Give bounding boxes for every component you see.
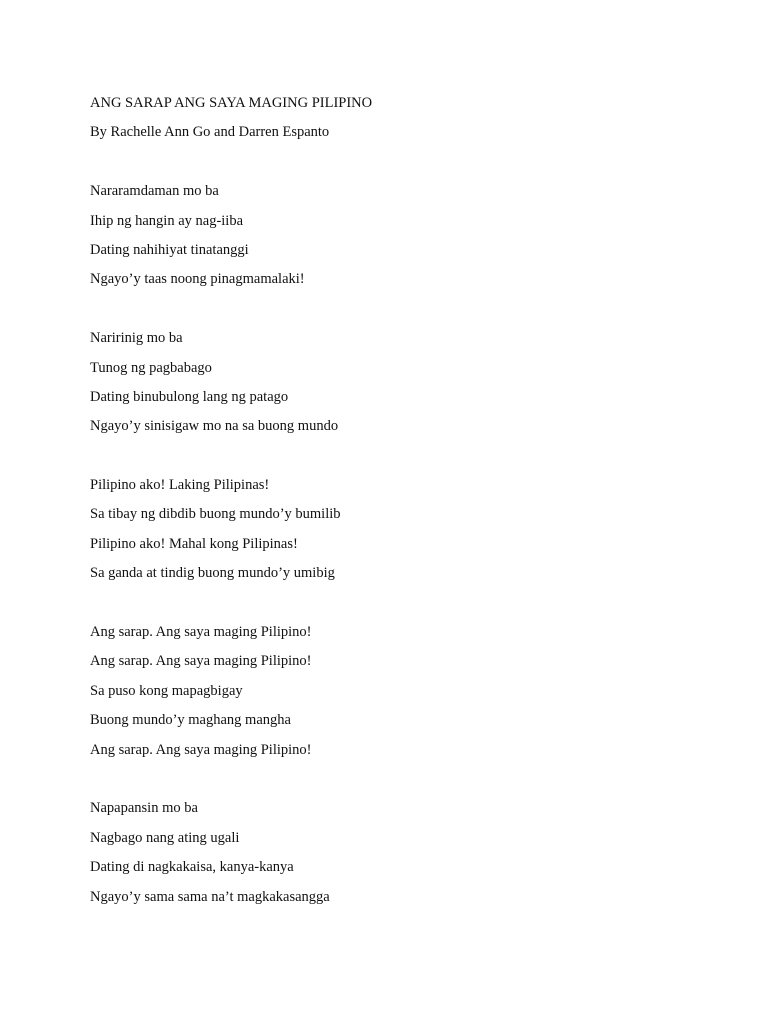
lyric-line: Dating binubulong lang ng patago [90, 388, 289, 405]
lyric-line: Ngayo’y sama sama na’t magkakasangga [90, 888, 330, 905]
lyric-line: Ang sarap. Ang saya maging Pilipino! [90, 741, 312, 758]
lyric-line: Pilipino ako! Mahal kong Pilipinas! [90, 535, 298, 552]
stanza-2 [90, 324, 730, 442]
lyric-line: Napapansin mo ba [90, 800, 198, 817]
stanza-4 [90, 618, 730, 765]
lyric-line: Nararamdaman mo ba [90, 183, 219, 200]
lyric-line: Nagbago nang ating ugali [90, 829, 240, 846]
lyric-line: Ngayo’y sinisigaw mo na sa buong mundo [90, 418, 339, 435]
lyric-line: Pilipino ako! Laking Pilipinas! [90, 477, 270, 494]
lyric-line: Dating nahihiyat tinatanggi [90, 241, 249, 258]
song-byline: By Rachelle Ann Go and Darren Espanto [90, 124, 330, 141]
lyric-line: Naririnig mo ba [90, 330, 183, 347]
stanza-gap [90, 148, 730, 177]
lyric-line: Buong mundo’y maghang mangha [90, 712, 291, 729]
lyric-line: Ang sarap. Ang saya maging Pilipino! [90, 653, 312, 670]
stanza-5 [90, 794, 730, 912]
lyric-line: Ang sarap. Ang saya maging Pilipino! [90, 624, 312, 641]
stanza-gap [90, 589, 730, 618]
lyric-line: Ngayo’y taas noong pinagmamalaki! [90, 271, 305, 288]
stanza-gap [90, 442, 730, 471]
stanza-gap [90, 765, 730, 794]
stanza-3 [90, 471, 730, 589]
stanza-gap [90, 295, 730, 324]
lyric-line: Ihip ng hangin ay nag-iiba [90, 212, 244, 229]
lyric-line: Sa tibay ng dibdib buong mundo’y bumilib [90, 506, 341, 523]
lyrics-document [90, 89, 730, 912]
lyric-line: Sa puso kong mapagbigay [90, 682, 243, 699]
lyric-line: Tunog ng pagbabago [90, 359, 212, 376]
song-title: ANG SARAP ANG SAYA MAGING PILIPINO [90, 95, 373, 111]
lyric-line: Sa ganda at tindig buong mundo’y umibig [90, 565, 335, 582]
stanza-1 [90, 177, 730, 295]
lyric-line: Dating di nagkakaisa, kanya-kanya [90, 859, 294, 876]
